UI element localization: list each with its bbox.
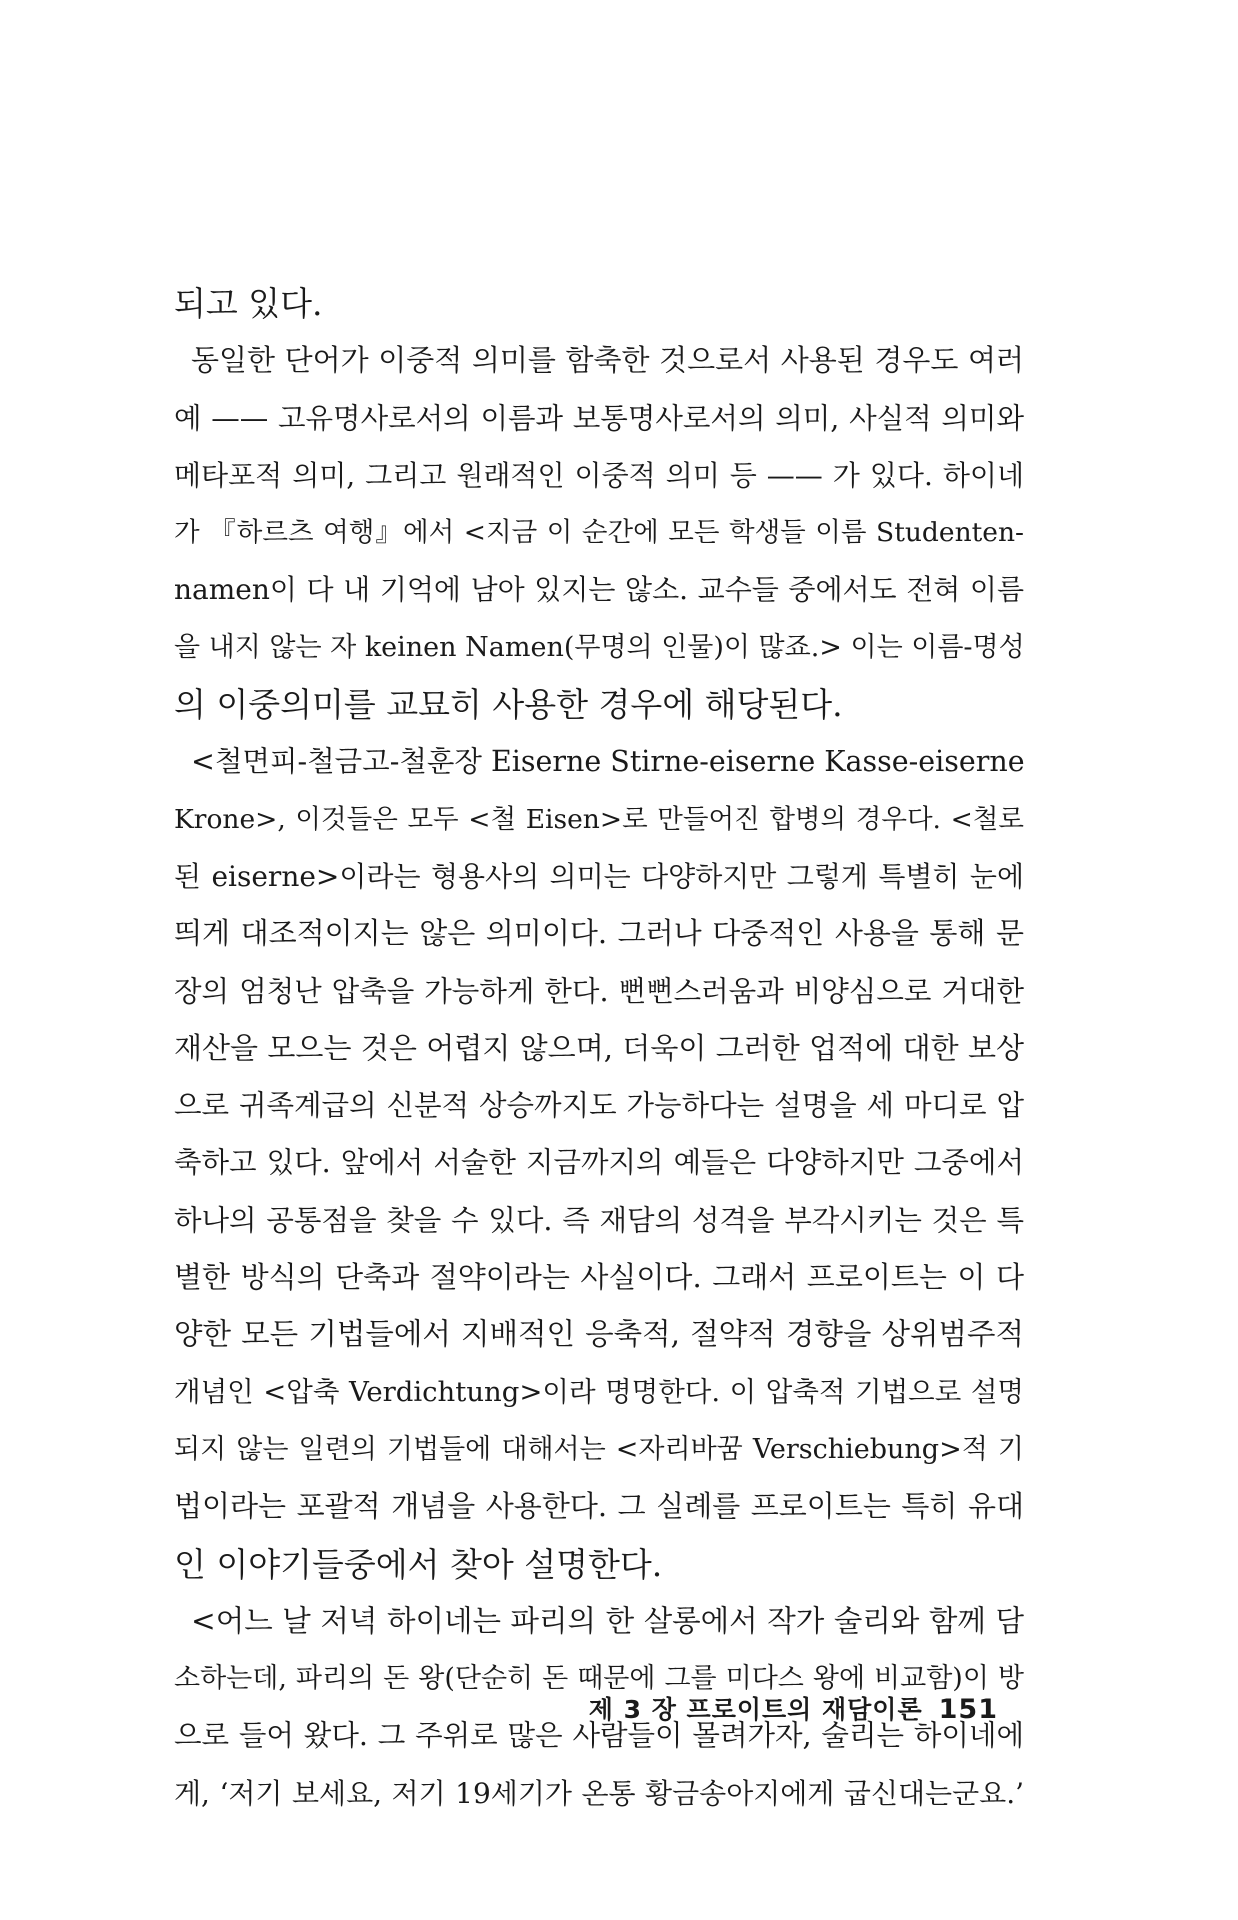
text-line: 으로 들어 왔다. 그 주위로 많은 사람들이 몰려가자, 술리는 하이네에 [174,1719,1024,1753]
text-line: 별한 방식의 단축과 절약이라는 사실이다. 그래서 프로이트는 이 다 [174,1260,1024,1295]
text-line: 되고 있다. [174,284,323,323]
page-number: 151 [938,1694,998,1725]
text-line: 가 『하르츠 여행』에서 <지금 이 순간에 모든 학생들 이름 Studenten- [174,517,1024,549]
text-line: namen이 다 내 기억에 남아 있지는 않소. 교수들 중에서도 전혀 이름 [174,573,1024,607]
text-line: 재산을 모으는 것은 어렵지 않으며, 더욱이 그러한 업적에 대한 보상 [174,1030,1024,1065]
text-line: 양한 모든 기법들에서 지배적인 응축적, 절약적 경향을 상위범주적 [174,1317,1024,1352]
text-line: 하나의 공통점을 찾을 수 있다. 즉 재담의 성격을 부각시키는 것은 특 [174,1203,1024,1237]
text-line: <철면피-철금고-철훈장 Eiserne Stirne-eiserne Kasse-eiserne [191,745,1025,779]
running-head: 제 3 장 프로이트의 재담이론 [588,1695,923,1724]
text-line: 되지 않는 일련의 기법들에 대해서는 <자리바꿈 Verschiebung>적 기 [174,1433,1024,1465]
text-line: 축하고 있다. 앞에서 서술한 지금까지의 예들은 다양하지만 그중에서 [174,1146,1024,1180]
text-line: <어느 날 저녁 하이네는 파리의 한 살롱에서 작가 술리와 함께 담 [191,1603,1024,1638]
text-line: 으로 귀족계급의 신분적 상승까지도 가능하다는 설명을 세 마디로 압 [174,1089,1024,1123]
text-line: 띄게 대조적이지는 않은 의미이다. 그러나 다중적인 사용을 통해 문 [174,916,1024,951]
page-footer [589,1690,998,1726]
text-line: 장의 엄청난 압축을 가능하게 한다. 뻔뻔스러움과 비양심으로 거대한 [174,974,1024,1008]
text-line: 소하는데, 파리의 돈 왕(단순히 돈 때문에 그를 미다스 왕에 비교함)이 방 [174,1663,1024,1695]
text-line: 된 eiserne>이라는 형용사의 의미는 다양하지만 그렇게 특별히 눈에 [174,859,1024,893]
text-line: 의 이중의미를 교묘히 사용한 경우에 해당된다. [174,685,843,725]
text-line: 게, ‘저기 보세요, 저기 19세기가 온통 황금송아지에게 굽신대는군요.’ [174,1776,1024,1810]
text-line: 을 내지 않는 자 keinen Namen(무명의 인물)이 많죠.> 이는 이름-명성 [174,631,1025,663]
text-line: 동일한 단어가 이중적 의미를 함축한 것으로서 사용된 경우도 여러 [191,343,1024,378]
text-line: 개념인 <압축 Verdichtung>이라 명명한다. 이 압축적 기법으로 설명 [174,1375,1024,1408]
text-line: 메타포적 의미, 그리고 원래적인 이중적 의미 등 —— 가 있다. 하이네 [174,458,1024,492]
text-line: 인 이야기들중에서 찾아 설명한다. [174,1544,663,1584]
text-line: 예 —— 고유명사로서의 이름과 보통명사로서의 의미, 사실적 의미와 [174,401,1024,435]
body-text [174,275,1024,1822]
text-line: 법이라는 포괄적 개념을 사용한다. 그 실례를 프로이트는 특히 유대 [174,1489,1024,1524]
text-line: Krone>, 이것들은 모두 <철 Eisen>로 만들어진 합병의 경우다. <철로 [174,803,1024,835]
